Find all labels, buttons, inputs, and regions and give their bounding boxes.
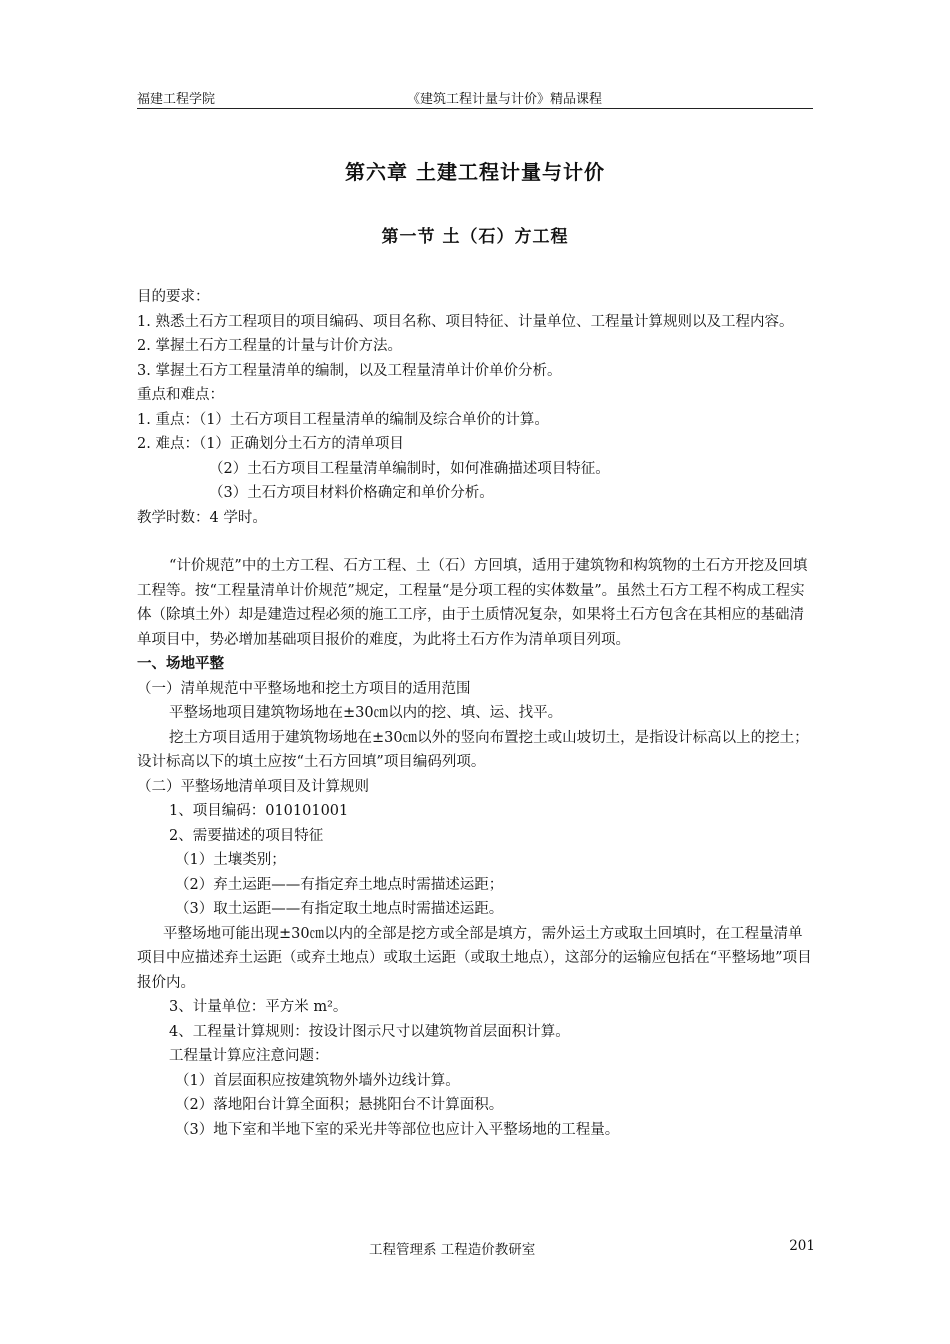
features-heading: 2、需要描述的项目特征 xyxy=(169,827,324,844)
measurement-unit: 3、计量单位：平方米 m²。 xyxy=(169,999,348,1015)
page-number: 201 xyxy=(789,1238,815,1254)
section-title: 第一节 土（石）方工程 xyxy=(381,227,569,247)
part1-subheading-1: （一）清单规范中平整场地和挖土方项目的适用范围 xyxy=(137,680,471,697)
notes-heading: 工程量计算应注意问题： xyxy=(169,1048,329,1064)
feature-item: （2）弃土运距——有指定弃土地点时需描述运距； xyxy=(175,876,504,893)
page-header xyxy=(137,86,813,109)
header-institution: 福建工程学院 xyxy=(137,92,216,107)
intro-paragraph: “计价规范”中的土方工程、石方工程、土（石）方回填，适用于建筑物和构筑物的土石方开挖及回填工程等。按“工程量清单计价规范”规定，工程量“是分项工程的实体数量”。虽然土石方工程不构成工程实体（除填土外）却是建造过程必须的施工工序，由于土质情况复杂，如果将土石方包含在其相应的基础清单项目中，势必增加基础项目报价的难度，为此将土石方作为清单项目列项。 xyxy=(137,558,808,648)
spacer xyxy=(137,530,817,554)
part1-paragraph-1: 平整场地项目建筑物场地在±30㎝以内的挖、填、运、找平。 xyxy=(169,705,563,721)
document-body xyxy=(137,285,817,1142)
objective-item: 2. 掌握土石方工程量的计量与计价方法。 xyxy=(137,338,402,354)
page-footer xyxy=(137,1238,817,1258)
key-points-heading: 重点和难点： xyxy=(137,387,224,403)
objectives-heading: 目的要求： xyxy=(137,289,210,305)
part1-subheading-2: （二）平整场地清单项目及计算规则 xyxy=(137,778,369,795)
part1-paragraph-2: 挖土方项目适用于建筑物场地在±30㎝以外的竖向布置挖土或山坡切土，是指设计标高以上的挖土；设计标高以下的填土应按“土石方回填”项目编码列项。 xyxy=(137,729,809,770)
chapter-title: 第六章 土建工程计量与计价 xyxy=(345,160,605,184)
note-item: （1）首层面积应按建筑物外墙外边线计算。 xyxy=(175,1072,460,1089)
footer-department: 工程管理系 工程造价教研室 xyxy=(369,1242,536,1258)
note-item: （3）地下室和半地下室的采光井等部位也应计入平整场地的工程量。 xyxy=(175,1121,620,1138)
part1-paragraph-3: 平整场地可能出现±30㎝以内的全部是挖方或全部是填方，需外运土方或取土回填时，在工程量清单项目中应描述弃土运距（或弃土地点）或取土运距（或取土地点），这部分的运输应包括在“平整场地”项目报价内。 xyxy=(137,925,812,991)
objective-item: 3. 掌握土石方工程量清单的编制，以及工程量清单计价单价分析。 xyxy=(137,362,562,379)
note-item: （2）落地阳台计算全面积；悬挑阳台不计算面积。 xyxy=(175,1097,504,1113)
key-point-difficulty-3: （3）土石方项目材料价格确定和单价分析。 xyxy=(209,485,494,501)
key-point-difficulty-2: （2）土石方项目工程量清单编制时，如何准确描述项目特征。 xyxy=(209,460,610,477)
header-course-title: 《建筑工程计量与计价》精品课程 xyxy=(407,92,603,107)
objective-item: 1. 熟悉土石方工程项目的项目编码、项目名称、项目特征、计量单位、工程量计算规则以及工程内容。 xyxy=(137,313,794,330)
part1-heading: 一、场地平整 xyxy=(137,655,224,672)
key-point-difficulty: 2. 难点：（1）正确划分土石方的清单项目 xyxy=(137,436,404,452)
feature-item: （3）取土运距——有指定取土地点时需描述运距。 xyxy=(175,901,504,917)
teaching-hours: 教学时数：4 学时。 xyxy=(137,509,267,526)
calculation-rule: 4、工程量计算规则：按设计图示尺寸以建筑物首层面积计算。 xyxy=(169,1023,570,1040)
key-point-focus: 1. 重点：（1）土石方项目工程量清单的编制及综合单价的计算。 xyxy=(137,411,549,428)
feature-item: （1）土壤类别； xyxy=(175,852,286,868)
project-code: 1、项目编码：010101001 xyxy=(169,803,349,819)
